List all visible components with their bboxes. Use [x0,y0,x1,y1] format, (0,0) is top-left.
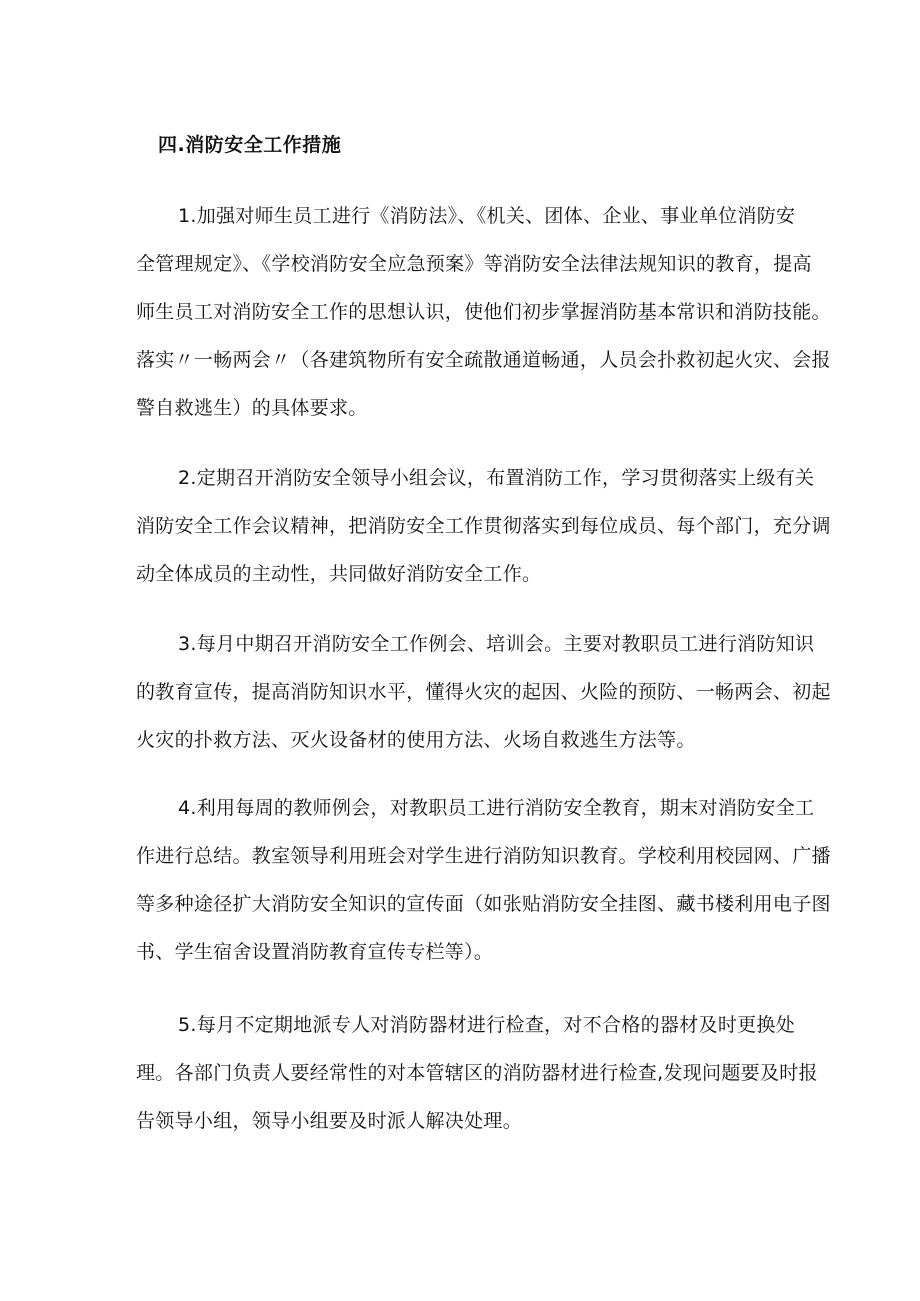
paragraph-line: 书、学生宿舍设置消防教育宣传专栏等）。 [136,941,494,963]
paragraph-line: 2.定期召开消防安全领导小组会议，布置消防工作，学习贯彻落实上级有关 [178,467,815,489]
measure-paragraph-1 [136,192,831,432]
paragraph-line: 的教育宣传，提高消防知识水平，懂得火灾的起因、火险的预防、一畅两会、初起 [136,681,831,703]
measure-paragraph-2 [136,454,831,598]
paragraph-line: 4.利用每周的教师例会，对教职员工进行消防安全教育，期末对消防安全工 [178,797,815,819]
paragraph-line: 1.加强对师生员工进行《消防法》、《机关、团体、企业、事业单位消防安 [178,205,796,227]
paragraph-line: 师生员工对消防安全工作的思想认识，使他们初步掌握消防基本常识和消防技能。 [136,301,831,323]
paragraph-line: 5.每月不定期地派专人对消防器材进行检查，对不合格的器材及时更换处 [178,1014,796,1036]
measure-paragraph-5 [136,1001,816,1145]
paragraph-line: 火灾的扑救方法、灭火设备材的使用方法、火场自救逃生方法等。 [136,729,696,751]
paragraph-line: 作进行总结。教室领导利用班会对学生进行消防知识教育。学校利用校园网、广播 [136,845,831,867]
section-heading: 四.消防安全工作措施 [158,134,342,156]
paragraph-line: 警自救逃生）的具体要求。 [136,397,368,419]
paragraph-line: 理。各部门负责人要经常性的对本管辖区的消防器材进行检查,发现问题要及时报 [136,1062,818,1084]
measure-paragraph-3 [136,620,831,764]
paragraph-line: 等多种途径扩大消防安全知识的宣传面（如张贴消防安全挂图、藏书楼利用电子图 [136,893,831,915]
paragraph-line: 落实〃一畅两会〃（各建筑物所有安全疏散通道畅通，人员会扑救初起火灾、会报 [136,349,831,371]
paragraph-line: 3.每月中期召开消防安全工作例会、培训会。主要对教职员工进行消防知识 [178,633,815,655]
measure-paragraph-4 [136,784,831,976]
paragraph-line: 告领导小组，领导小组要及时派人解决处理。 [136,1110,523,1132]
paragraph-line: 动全体成员的主动性，共同做好消防安全工作。 [136,563,542,585]
paragraph-line: 全管理规定》、《学校消防安全应急预案》等消防安全法律法规知识的教育，提高 [136,253,812,275]
paragraph-line: 消防安全工作会议精神，把消防安全工作贯彻落实到每位成员、每个部门，充分调 [136,515,831,537]
